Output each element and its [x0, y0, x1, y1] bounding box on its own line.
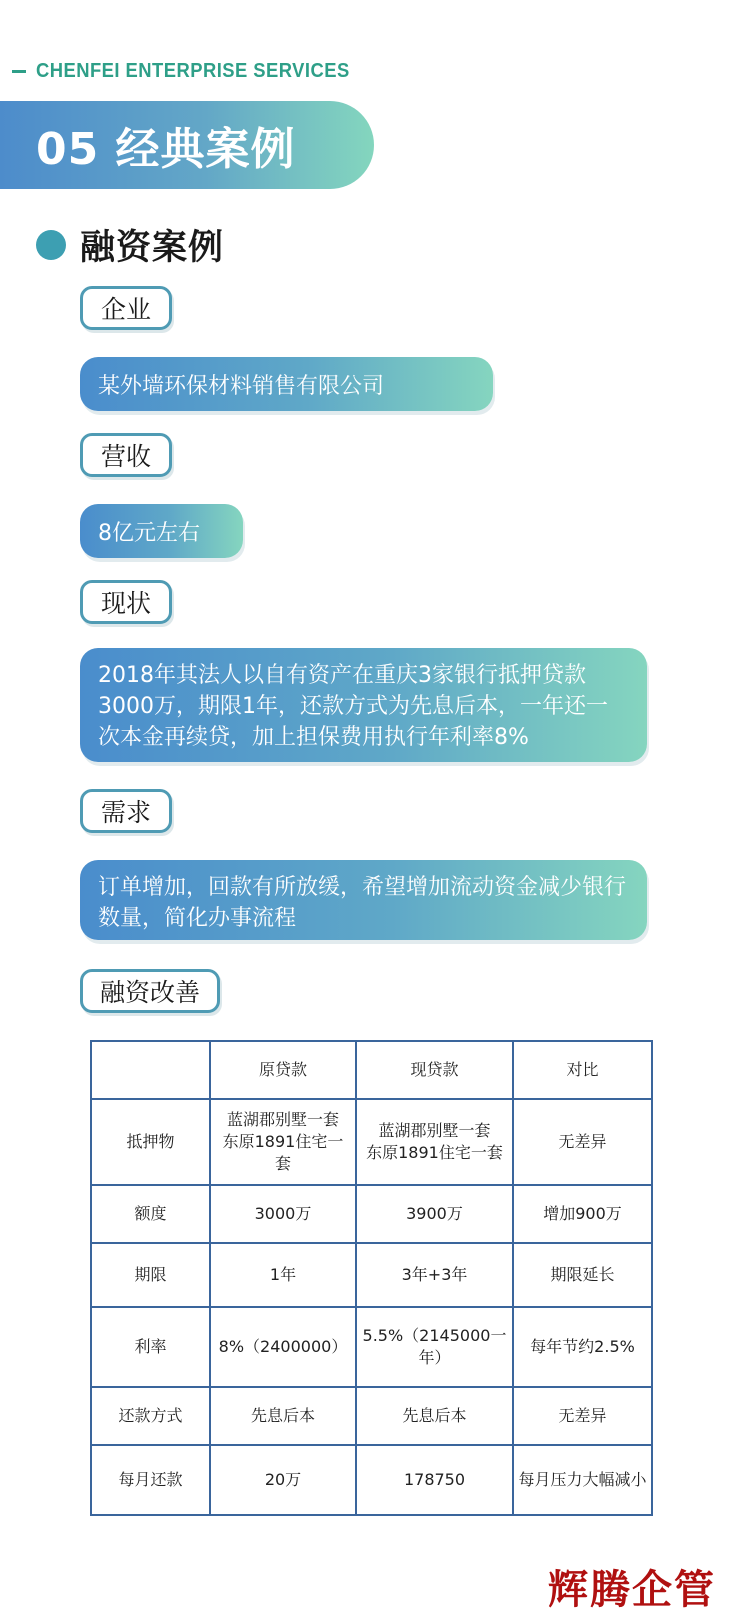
table-cell: 3900万: [356, 1185, 513, 1243]
table-cell: 先息后本: [210, 1387, 356, 1445]
table-header-cell: 现贷款: [356, 1041, 513, 1099]
table-row: [91, 1445, 652, 1515]
status-value: 2018年其法人以自有资产在重庆3家银行抵押贷款3000万，期限1年，还款方式为先息后本，一年还一次本金再续贷，加上担保费用执行年利率8%: [80, 648, 647, 762]
table-cell: 3年+3年: [356, 1243, 513, 1307]
table-cell: 5.5%（2145000一年）: [356, 1307, 513, 1387]
table-cell: 3000万: [210, 1185, 356, 1243]
table-cell: 8%（2400000）: [210, 1307, 356, 1387]
table-header-cell: [91, 1041, 210, 1099]
table-cell: 蓝湖郡别墅一套 东原1891住宅一套: [210, 1099, 356, 1185]
company-label: 企业: [80, 286, 172, 330]
table-cell: 178750: [356, 1445, 513, 1515]
table-header-cell: 对比: [513, 1041, 652, 1099]
table-cell: 无差异: [513, 1387, 652, 1445]
brand-name: CHENFEI ENTERPRISE SERVICES: [36, 59, 350, 82]
table-row: [91, 1099, 652, 1185]
table-cell: 每月还款: [91, 1445, 210, 1515]
table-row: [91, 1243, 652, 1307]
status-label: 现状: [80, 580, 172, 624]
table-header-row: [91, 1041, 652, 1099]
table-cell: 额度: [91, 1185, 210, 1243]
comparison-table: [90, 1040, 653, 1516]
table-cell: 无差异: [513, 1099, 652, 1185]
revenue-label: 营收: [80, 433, 172, 477]
demand-label: 需求: [80, 789, 172, 833]
table-cell: 1年: [210, 1243, 356, 1307]
section-heading: [36, 222, 224, 268]
section-banner: [0, 101, 374, 189]
table-row: [91, 1185, 652, 1243]
bullet-dot-icon: [36, 230, 66, 260]
section-title: 融资案例: [80, 228, 225, 268]
table-row: [91, 1307, 652, 1387]
company-value: 某外墙环保材料销售有限公司: [80, 357, 493, 411]
table-cell: 利率: [91, 1307, 210, 1387]
banner-title: 05 经典案例: [36, 124, 296, 175]
brand-line: [12, 58, 377, 84]
table-cell: 每月压力大幅减小: [513, 1445, 652, 1515]
table-cell: 抵押物: [91, 1099, 210, 1185]
table-header-cell: 原贷款: [210, 1041, 356, 1099]
brand-dash: [12, 70, 26, 73]
table-cell: 还款方式: [91, 1387, 210, 1445]
demand-value: 订单增加，回款有所放缓，希望增加流动资金减少银行数量，简化办事流程: [80, 860, 647, 940]
table-cell: 20万: [210, 1445, 356, 1515]
improvement-label: 融资改善: [80, 969, 220, 1013]
revenue-value: 8亿元左右: [80, 504, 243, 558]
table-cell: 每年节约2.5%: [513, 1307, 652, 1387]
table-cell: 期限延长: [513, 1243, 652, 1307]
table-cell: 先息后本: [356, 1387, 513, 1445]
footer-logo: 辉腾企管: [548, 1566, 716, 1613]
table-cell: 期限: [91, 1243, 210, 1307]
table-cell: 蓝湖郡别墅一套 东原1891住宅一套: [356, 1099, 513, 1185]
table-row: [91, 1387, 652, 1445]
table-cell: 增加900万: [513, 1185, 652, 1243]
